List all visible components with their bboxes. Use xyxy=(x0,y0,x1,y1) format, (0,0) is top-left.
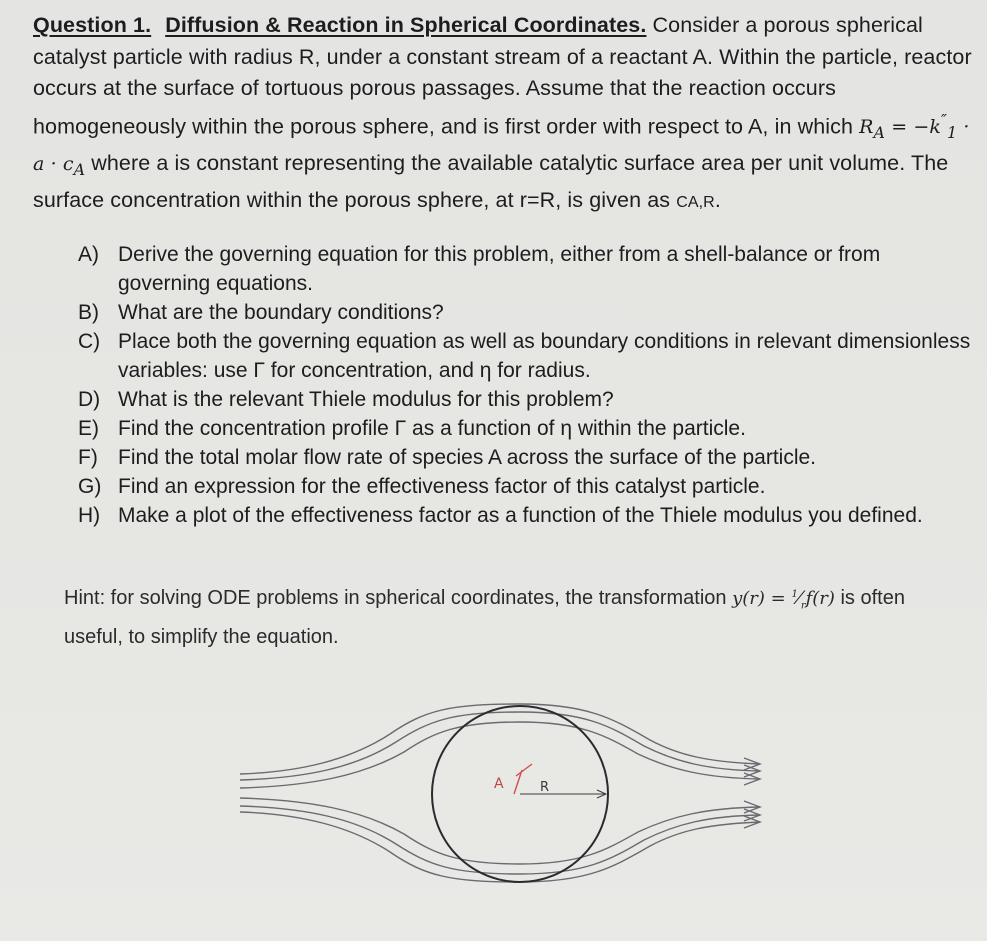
list-item: G) Find an expression for the effectiveness factor of this catalyst particle. xyxy=(78,475,766,498)
list-item: E) Find the concentration profile Γ as a function of η within the particle. xyxy=(78,417,746,440)
hint-paragraph xyxy=(64,580,969,652)
question-title: Diffusion & Reaction in Spherical Coordinates. xyxy=(165,13,647,37)
question-intro-1: Consider a porous spherical catalyst particle with radius R, under a constant stream of a reactant A. Within the particle, reactor occurs at the surface of tortuous porous passages. Assume that the reaction occurs homogeneously within the porous sphere, and is first order with respect to A, in which xyxy=(33,13,972,138)
list-item: A) Derive the governing equation for this problem, either from a shell-balance or from governing equations. xyxy=(78,243,881,295)
list-item: C) Place both the governing equation as well as boundary conditions in relevant dimensionless variables: use Γ for concentration, and η for radius. xyxy=(78,330,971,382)
reactant-arrow-icon xyxy=(514,764,532,794)
question-intro-2: where a is constant representing the available catalytic surface area per unit volume. The surface concentration within the porous sphere, at r=R, is given as xyxy=(33,151,949,213)
label-r: R xyxy=(540,780,550,795)
surface-concentration: CA,R xyxy=(676,194,715,212)
hint-text-2: is often useful, to simplify the equation. xyxy=(64,587,905,648)
arrowheads xyxy=(744,758,760,828)
flow-diagram xyxy=(220,690,780,890)
list-item: H) Make a plot of the effectiveness factor as a function of the Thiele modulus you defined. xyxy=(78,504,923,527)
rate-equation: $R_A = -k''_1 \cdot a \cdot c_A$ xyxy=(33,110,970,179)
label-a: A xyxy=(494,776,504,792)
streamlines xyxy=(240,704,760,882)
parts-list xyxy=(78,240,973,530)
hint-formula: $y(r) = ^1⁄_rf(r)$ xyxy=(732,588,835,612)
question-label: Question 1. xyxy=(33,13,152,37)
question-paragraph: Question 1. Diffusion & Reaction in Spherical Coordinates. Consider a porous spherical catalyst particle with radius R, under a constant stream of a reactant A. Within the particle, reactor occurs at the surface of tortuous porous passages. Assume that the reaction occurs homogeneously within the porous sphere, and is first order with respect to A, in which $R_A = -k''_1 \cdot a \cdot c_A$ where a is constant representing the available catalytic surface area per unit volume. The surface concentration within the porous sphere, at r=R, is given as CA,R. xyxy=(33,13,972,213)
list-item: B) What are the boundary conditions? xyxy=(78,301,444,324)
list-item: D) What is the relevant Thiele modulus for this problem? xyxy=(78,388,614,411)
list-item: F) Find the total molar flow rate of species A across the surface of the particle. xyxy=(78,446,817,469)
hint-text-1: Hint: for solving ODE problems in spherical coordinates, the transformation xyxy=(64,587,727,609)
